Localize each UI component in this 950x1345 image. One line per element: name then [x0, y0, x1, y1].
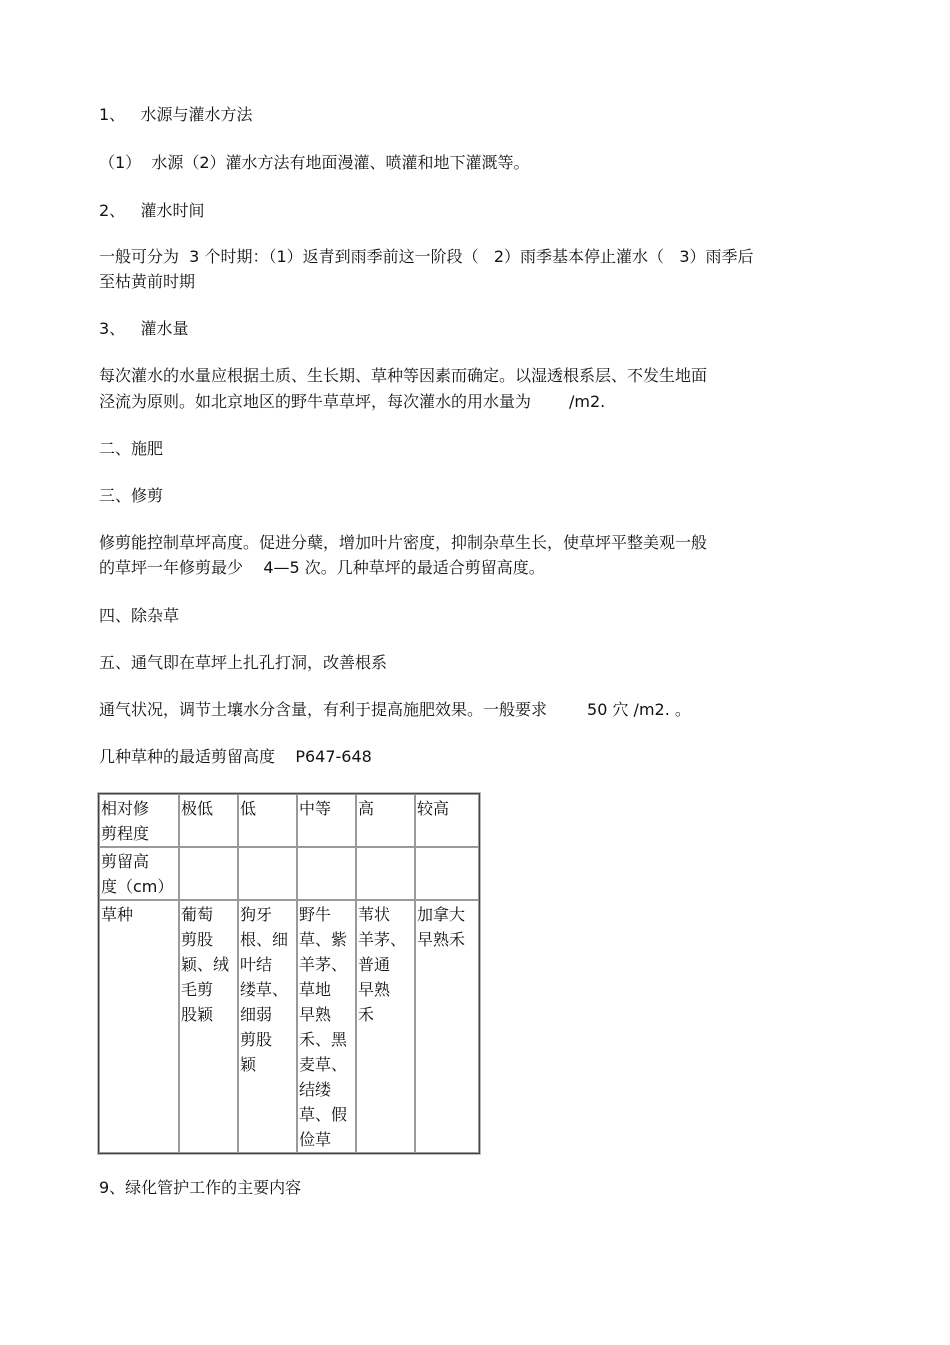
heading-fertilize: 二、施肥 [99, 439, 164, 458]
table-caption: 几种草种的最适剪留高度 P647-648 [99, 747, 372, 766]
section-2-body-line-1: 一般可分为 3 个时期：（1）返青到雨季前这一阶段（ 2）雨季基本停止灌水（ 3）雨季后 [99, 247, 754, 266]
section-3-body-line-2-text: 泾流为原则。如北京地区的野牛草草坪，每次灌水的用水量为 [99, 392, 532, 411]
heading-prune: 三、修剪 [99, 486, 164, 505]
table-cell: 草种 [99, 900, 179, 1153]
section-3-body-line-1: 每次灌水的水量应根据土质、生长期、草种等因素而确定。以湿透根系层、不发生地面 [99, 366, 708, 385]
prune-body-line-1: 修剪能控制草坪高度。促进分蘖，增加叶片密度，抑制杂草生长，使草坪平整美观一般 [99, 533, 708, 552]
aeration-body [99, 697, 691, 722]
aeration-body-text: 通气状况，调节土壤水分含量，有利于提高施肥效果。一般要求 [99, 700, 548, 719]
table-header-row [99, 794, 479, 847]
prune-body-line-2: 的草坪一年修剪最少 4—5 次。几种草坪的最适合剪留高度。 [99, 558, 545, 577]
table-cell: 野牛 草、紫 羊茅、 草地 早熟 禾、黑 麦草、 结缕 草、假 俭草 [297, 900, 356, 1153]
section-2-body-line-2: 至枯黄前时期 [99, 272, 196, 291]
aeration-requirement: 50 穴 /m2. 。 [587, 700, 691, 719]
table-species-row [99, 900, 479, 1153]
section-9-title: 9、绿化管护工作的主要内容 [99, 1178, 302, 1197]
section-1-body: （1） 水源（2）灌水方法有地面漫灌、喷灌和地下灌溉等。 [99, 153, 530, 172]
section-3-unit: /m2. [569, 392, 606, 411]
table-cell: 低 [238, 794, 297, 847]
table-cell: 葡萄 剪股 颖、绒 毛剪 股颖 [179, 900, 238, 1153]
table-cell: 极低 [179, 794, 238, 847]
table-cell [238, 847, 297, 900]
table-cell: 较高 [415, 794, 479, 847]
table-cell: 狗牙 根、细 叶结 缕草、 细弱 剪股 颖 [238, 900, 297, 1153]
table-cell: 剪留高 度（cm） [99, 847, 179, 900]
table-cell [297, 847, 356, 900]
table-cell: 苇状 羊茅、 普通 早熟 禾 [356, 900, 415, 1153]
heading-weeding: 四、除杂草 [99, 606, 180, 625]
table-cell [356, 847, 415, 900]
table-cell: 中等 [297, 794, 356, 847]
table-cell: 相对修 剪程度 [99, 794, 179, 847]
heading-aeration: 五、通气即在草坪上扎孔打洞，改善根系 [99, 653, 388, 672]
section-3-title: 3、 灌水量 [99, 319, 189, 338]
table-cell: 加拿大 早熟禾 [415, 900, 479, 1153]
mowing-height-table [98, 793, 480, 1154]
table-cell: 高 [356, 794, 415, 847]
table-height-row [99, 847, 479, 900]
table-cell [179, 847, 238, 900]
section-2-title: 2、 灌水时间 [99, 201, 205, 220]
table-cell [415, 847, 479, 900]
section-3-body-line-2 [99, 389, 605, 414]
section-1-title: 1、 水源与灌水方法 [99, 105, 253, 124]
